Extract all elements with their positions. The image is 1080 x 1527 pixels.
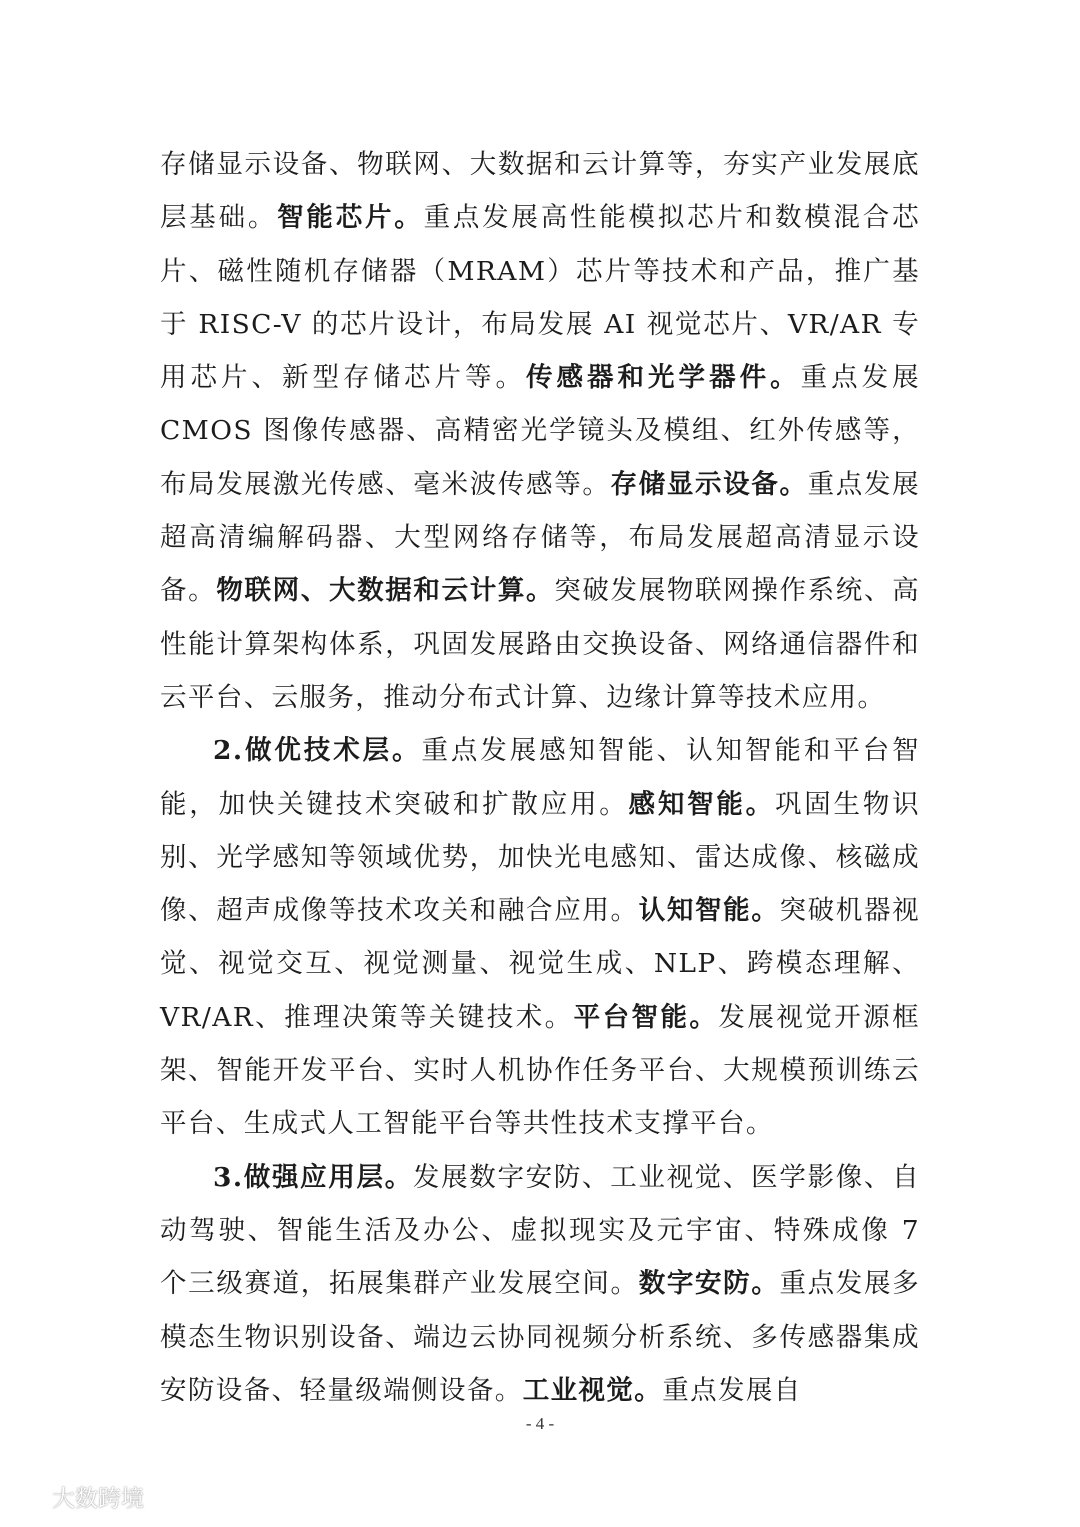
paragraph-text: 重点发展感知智能、认知智能和平台智能，加快关键技术突破和扩散应用。: [160, 735, 920, 820]
paragraph-text: 重点发展高性能模拟芯片和数模混合芯片、磁性随机存储器（MRAM）芯片等技术和产品，推广基于 RISC-V 的芯片设计，布局发展 AI 视觉芯片、VR/AR 专用芯片、新型存储芯片等。: [160, 202, 920, 394]
paragraph-text: 存储显示设备、物联网、大数据和云计算等，夯实产业发展底层基础。: [160, 149, 920, 234]
heading-digital-security: 数字安防。: [638, 1268, 780, 1300]
paragraph-text: 重点发展超高清编解码器、大型网络存储等，布局发展超高清显示设备。: [160, 468, 920, 607]
paragraph-text: 突破发展物联网操作系统、高性能计算架构体系，巩固发展路由交换设备、网络通信器件和云平台、云服务，推动分布式计算、边缘计算等技术应用。: [160, 575, 920, 713]
heading-iot-bigdata-cloud: 物联网、大数据和云计算。: [216, 575, 555, 607]
paragraph-text: 重点发展 CMOS 图像传感器、高精密光学镜头及模组、红外传感等，布局发展激光传感、毫米波传感等。: [160, 362, 920, 500]
heading-industrial-vision: 工业视觉。: [522, 1374, 663, 1406]
paragraph-text: 巩固生物识别、光学感知等领域优势，加快光电感知、雷达成像、核磁成像、超声成像等技术攻关和融合应用。: [160, 788, 921, 927]
paragraph-text: 发展视觉开源框架、智能开发平台、实时人机协作任务平台、大规模预训练云平台、生成式人工智能平台等共性技术支撑平台。: [160, 1001, 920, 1140]
heading-sensors-optics: 传感器和光学器件。: [526, 362, 801, 394]
page-number: - 4 -: [525, 1414, 555, 1433]
heading-cognitive-intelligence: 认知智能。: [638, 895, 780, 927]
document-body: [160, 138, 920, 1417]
paragraph-text: 重点发展自: [662, 1374, 802, 1406]
watermark: [6, 1480, 144, 1513]
paragraph-text: 发展数字安防、工业视觉、医学影像、自动驾驶、智能生活及办公、虚拟现实及元宇宙、特殊成像 7 个三级赛道，拓展集群产业发展空间。: [160, 1161, 920, 1300]
paragraph-text: 重点发展多模态生物识别设备、端边云协同视频分析系统、多传感器集成安防设备、轻量级端侧设备。: [160, 1268, 921, 1406]
heading-application-layer: 3.做强应用层。: [213, 1161, 413, 1193]
heading-smart-chips: 智能芯片。: [277, 202, 424, 234]
paragraph-3: [160, 1151, 920, 1417]
watermark-text: 大数跨境: [52, 1486, 144, 1512]
heading-perception-intelligence: 感知智能。: [628, 788, 775, 820]
paragraph-2: [160, 724, 920, 1150]
paragraph-1: [160, 138, 920, 724]
heading-storage-display: 存储显示设备。: [610, 468, 808, 500]
paragraph-text: 突破机器视觉、视觉交互、视觉测量、视觉生成、NLP、跨模态理解、VR/AR、推理决策等关键技术。: [160, 895, 921, 1033]
heading-tech-layer: 2.做优技术层。: [213, 735, 422, 767]
heading-platform-intelligence: 平台智能。: [573, 1001, 719, 1033]
logo-mark-icon: [6, 1484, 48, 1510]
